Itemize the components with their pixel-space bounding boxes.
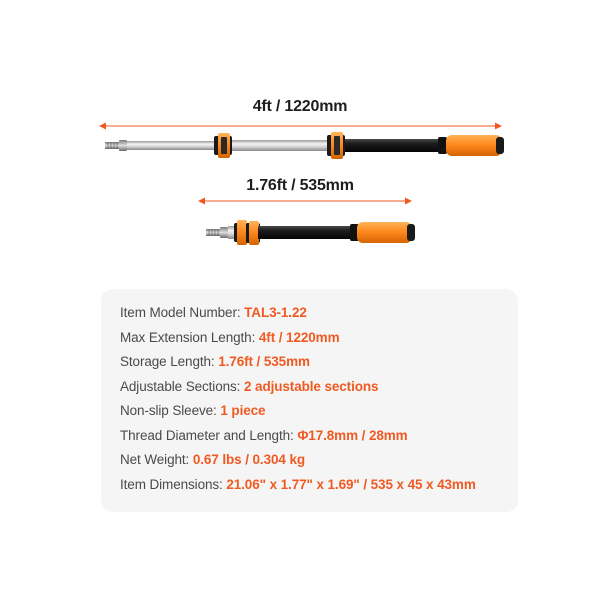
spec-row-net-weight xyxy=(120,452,305,467)
storage-length-label: 1.76ft / 535mm xyxy=(246,177,354,194)
spec-label: Adjustable Sections: xyxy=(120,378,241,394)
spec-label: Non-slip Sleeve: xyxy=(120,403,217,418)
spec-row-model-number xyxy=(120,305,307,320)
spec-value: 21.06" x 1.77" x 1.69" / 535 x 45 x 43mm xyxy=(226,476,476,492)
spec-label: Item Dimensions: xyxy=(120,476,223,492)
spec-value: 1.76ft / 535mm xyxy=(218,354,310,369)
spec-row-max-extension xyxy=(120,330,339,345)
extended-pole xyxy=(105,132,504,159)
spec-label: Storage Length: xyxy=(120,354,215,369)
spec-label: Net Weight: xyxy=(120,452,190,467)
spec-label: Item Model Number: xyxy=(120,305,241,320)
spec-value: TAL3-1.22 xyxy=(244,305,307,320)
spec-value: 1 piece xyxy=(220,403,266,418)
spec-value: Φ17.8mm / 28mm xyxy=(297,427,408,443)
spec-row-non-slip-sleeve xyxy=(120,403,265,418)
specifications-card xyxy=(101,289,518,512)
spec-row-item-dimensions xyxy=(120,477,476,492)
storage-dimension-arrow xyxy=(198,198,412,205)
collapsed-pole xyxy=(206,220,415,245)
spec-row-storage-length xyxy=(120,354,310,369)
spec-value: 2 adjustable sections xyxy=(243,378,379,394)
spec-value: 0.67 lbs / 0.304 kg xyxy=(192,452,306,467)
spec-value: 4ft / 1220mm xyxy=(258,329,340,345)
spec-label: Thread Diameter and Length: xyxy=(120,427,294,443)
spec-row-adjustable-sections xyxy=(120,379,378,394)
extended-length-label: 4ft / 1220mm xyxy=(252,98,348,115)
extended-dimension-arrow xyxy=(99,123,502,130)
spec-label: Max Extension Length: xyxy=(120,329,256,345)
spec-row-thread xyxy=(120,428,408,443)
